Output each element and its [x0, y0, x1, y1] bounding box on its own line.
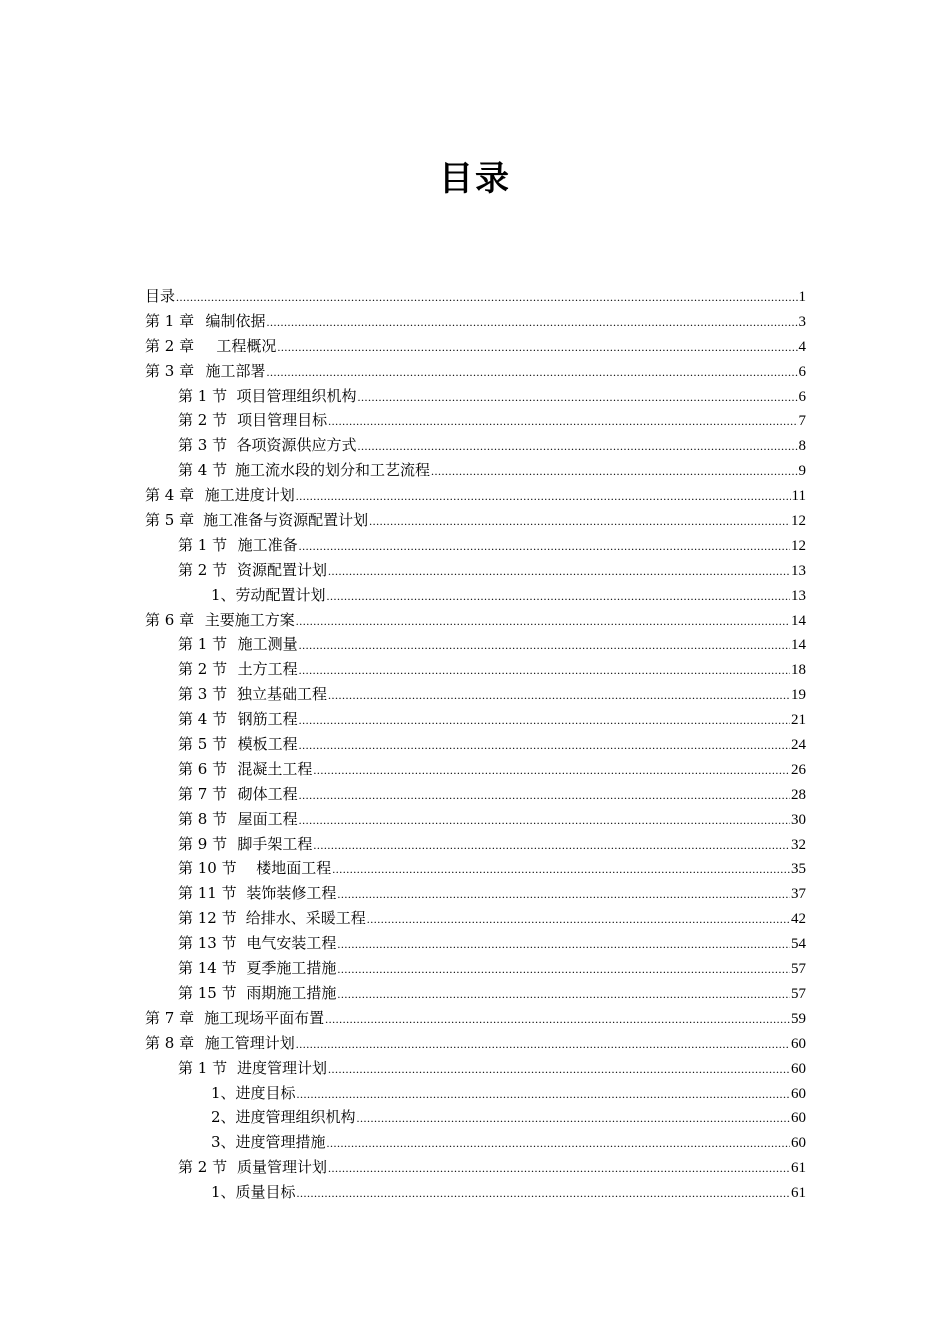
toc-entry-number: 第 15 节	[178, 983, 237, 1002]
toc-entry[interactable]	[145, 1180, 806, 1205]
toc-entry-page-number: 61	[791, 1160, 806, 1177]
toc-entry-page-number: 28	[791, 786, 806, 803]
toc-entry-number: 第 3 节	[178, 685, 228, 704]
toc-entry[interactable]	[145, 657, 806, 682]
toc-dot-leader	[358, 434, 798, 459]
toc-dot-leader	[337, 882, 790, 907]
toc-dot-leader	[337, 957, 790, 982]
toc-entry-page-number: 61	[791, 1185, 806, 1202]
toc-entry-page-number: 12	[791, 537, 806, 554]
toc-entry-number: 第 4 节	[178, 710, 228, 729]
toc-entry[interactable]	[145, 1081, 806, 1106]
toc-dot-leader	[328, 409, 797, 434]
toc-dot-leader	[313, 833, 790, 858]
toc-entry-label: 独立基础工程	[237, 685, 328, 704]
toc-entry-page-number: 35	[791, 861, 806, 878]
toc-entry-label: 模板工程	[237, 735, 298, 754]
toc-entry-label: 1、劳动配置计划	[211, 585, 326, 604]
toc-entry[interactable]	[145, 881, 806, 906]
toc-entry[interactable]	[145, 558, 806, 583]
toc-entry-label: 施工流水段的划分和工艺流程	[234, 461, 430, 480]
toc-entry-number: 第 1 节	[178, 386, 228, 405]
toc-entry-page-number: 24	[791, 737, 806, 754]
toc-entry-page-number: 13	[791, 587, 806, 604]
toc-entry-page-number: 21	[791, 712, 806, 729]
toc-entry[interactable]	[145, 533, 806, 558]
toc-entry-page-number: 11	[791, 488, 806, 505]
toc-entry-label: 项目管理目标	[237, 411, 328, 430]
toc-entry-label: 编制依据	[205, 311, 266, 330]
toc-entry-page-number: 57	[791, 985, 806, 1002]
toc-entry-page-number: 26	[791, 761, 806, 778]
toc-entry-number: 第 11 节	[178, 884, 237, 903]
toc-entry-number: 第 1 节	[178, 635, 228, 654]
toc-entry[interactable]	[145, 757, 806, 782]
toc-entry[interactable]	[145, 1006, 806, 1031]
toc-entry-label: 施工现场平面布置	[204, 1008, 325, 1027]
toc-dot-leader	[299, 633, 790, 658]
toc-entry-label: 混凝土工程	[237, 759, 313, 778]
toc-dot-leader	[332, 857, 790, 882]
toc-dot-leader	[296, 484, 791, 509]
toc-entry-page-number: 60	[791, 1035, 806, 1052]
toc-entry[interactable]	[145, 1130, 806, 1155]
toc-entry-number: 第 4 章	[145, 486, 195, 505]
toc-entry-number: 第 4 节	[178, 461, 228, 480]
toc-entry-number: 第 2 节	[178, 1158, 228, 1177]
toc-entry-number: 第 12 节	[178, 909, 237, 928]
toc-entry-page-number: 4	[798, 338, 806, 355]
toc-entry-number: 第 2 节	[178, 560, 228, 579]
toc-entry[interactable]	[145, 458, 806, 483]
toc-dot-leader	[299, 708, 790, 733]
toc-entry-page-number: 60	[791, 1110, 806, 1127]
toc-dot-leader	[266, 360, 797, 385]
toc-entry-page-number: 1	[798, 289, 806, 305]
toc-entry[interactable]	[145, 1056, 806, 1081]
toc-entry-number: 第 3 章	[145, 361, 195, 380]
toc-entry-label: 质量管理计划	[237, 1158, 328, 1177]
toc-entry-number: 第 3 节	[178, 436, 228, 455]
toc-entry-page-number: 6	[798, 388, 806, 405]
toc-entry[interactable]	[145, 632, 806, 657]
toc-entry-label: 进度管理计划	[237, 1058, 328, 1077]
page-title: 目录	[439, 159, 511, 199]
toc-entry-number: 第 8 章	[145, 1033, 195, 1052]
toc-entry-number: 第 1 节	[178, 535, 228, 554]
toc-dot-leader	[337, 932, 790, 957]
toc-entry-label: 砌体工程	[237, 784, 298, 803]
toc-dot-leader	[176, 285, 797, 310]
toc-entry-label: 施工部署	[205, 361, 266, 380]
toc-entry-label: 夏季施工措施	[246, 959, 337, 978]
toc-dot-leader	[297, 1181, 790, 1206]
toc-dot-leader	[297, 1082, 790, 1107]
toc-entry-page-number: 30	[791, 811, 806, 828]
toc-entry-page-number: 59	[791, 1010, 806, 1027]
toc-entry-page-number: 14	[791, 612, 806, 629]
toc-entry-number: 第 6 节	[178, 759, 228, 778]
toc-entry-number: 第 13 节	[178, 934, 237, 953]
toc-dot-leader	[325, 1007, 790, 1032]
toc-entry[interactable]	[145, 1155, 806, 1180]
toc-entry[interactable]	[145, 309, 806, 334]
toc-entry-page-number: 60	[791, 1060, 806, 1077]
toc-entry[interactable]	[145, 359, 806, 384]
toc-entry-page-number: 60	[791, 1085, 806, 1102]
toc-entry-page-number: 3	[798, 313, 806, 330]
toc-entry[interactable]	[145, 408, 806, 433]
toc-entry-label: 雨期施工措施	[246, 983, 337, 1002]
toc-entry[interactable]	[145, 832, 806, 857]
toc-dot-leader	[266, 310, 797, 335]
toc-dot-leader	[328, 683, 790, 708]
toc-entry-label: 1、进度目标	[211, 1083, 296, 1102]
toc-entry-label: 1、质量目标	[211, 1183, 296, 1202]
toc-entry-page-number: 37	[791, 886, 806, 903]
toc-dot-leader	[299, 658, 790, 683]
toc-dot-leader	[367, 907, 790, 932]
toc-entry-label: 电气安装工程	[246, 934, 337, 953]
toc-dot-leader	[328, 559, 790, 584]
toc-entry[interactable]	[145, 608, 806, 633]
toc-entry-number: 第 2 章	[145, 336, 195, 355]
toc-entry-label: 给排水、采暖工程	[245, 909, 366, 928]
toc-entry-label: 钢筋工程	[237, 710, 298, 729]
toc-entry-label: 施工进度计划	[204, 486, 295, 505]
toc-entry-label: 施工准备	[237, 535, 298, 554]
toc-entry-number: 第 9 节	[178, 834, 228, 853]
toc-entry-label: 工程概况	[216, 336, 277, 355]
toc-entry-number: 第 2 节	[178, 660, 228, 679]
toc-entry-page-number: 14	[791, 637, 806, 654]
toc-entry[interactable]	[145, 483, 806, 508]
toc-entry-page-number: 6	[798, 363, 806, 380]
table-of-contents	[145, 284, 806, 1205]
toc-entry[interactable]	[145, 906, 806, 931]
toc-entry[interactable]	[145, 334, 806, 359]
toc-entry-label: 楼地面工程	[256, 859, 332, 878]
toc-dot-leader	[299, 733, 790, 758]
toc-entry-number: 第 5 章	[145, 511, 195, 530]
toc-entry-page-number: 7	[798, 413, 806, 430]
toc-entry-label: 项目管理组织机构	[236, 386, 357, 405]
toc-entry[interactable]	[145, 956, 806, 981]
toc-entry-page-number: 9	[798, 463, 806, 480]
toc-entry-page-number: 8	[798, 438, 806, 455]
toc-entry[interactable]	[145, 856, 806, 881]
toc-entry-page-number: 19	[791, 687, 806, 704]
toc-dot-leader	[328, 1156, 790, 1181]
toc-entry[interactable]	[145, 682, 806, 707]
toc-entry-page-number: 32	[791, 836, 806, 853]
toc-entry[interactable]	[145, 384, 806, 409]
toc-entry-label: 施工测量	[237, 635, 298, 654]
toc-entry-label: 装饰装修工程	[246, 884, 337, 903]
toc-entry-label: 土方工程	[237, 660, 298, 679]
toc-entry-label: 施工准备与资源配置计划	[203, 511, 369, 530]
toc-entry[interactable]	[145, 508, 806, 533]
toc-entry[interactable]	[145, 284, 806, 309]
toc-entry-page-number: 12	[791, 513, 806, 530]
toc-dot-leader	[431, 459, 798, 484]
toc-entry-label: 2、进度管理组织机构	[211, 1108, 356, 1127]
toc-entry-page-number: 57	[791, 961, 806, 978]
toc-entry-label: 主要施工方案	[204, 610, 295, 629]
toc-entry-page-number: 54	[791, 936, 806, 953]
toc-entry-number: 第 6 章	[145, 610, 195, 629]
toc-dot-leader	[296, 609, 790, 634]
toc-entry-number: 第 7 节	[178, 784, 228, 803]
toc-entry[interactable]	[145, 807, 806, 832]
toc-entry[interactable]	[145, 782, 806, 807]
toc-entry[interactable]	[145, 1105, 806, 1130]
toc-dot-leader	[327, 1131, 790, 1156]
toc-entry-page-number: 13	[791, 562, 806, 579]
toc-entry-label: 脚手架工程	[237, 834, 313, 853]
toc-entry[interactable]	[145, 707, 806, 732]
toc-entry-page-number: 18	[791, 662, 806, 679]
toc-dot-leader	[327, 584, 790, 609]
toc-entry-number: 第 8 节	[178, 809, 228, 828]
toc-entry-page-number: 42	[791, 911, 806, 928]
toc-entry[interactable]	[145, 931, 806, 956]
toc-entry-number: 第 14 节	[178, 959, 237, 978]
toc-dot-leader	[337, 982, 790, 1007]
toc-dot-leader	[299, 783, 790, 808]
toc-entry-label: 目录	[145, 287, 176, 305]
toc-entry-label: 屋面工程	[237, 809, 298, 828]
toc-dot-leader	[358, 385, 798, 410]
toc-entry[interactable]	[145, 583, 806, 608]
toc-entry[interactable]	[145, 981, 806, 1006]
toc-entry-number: 第 1 节	[178, 1058, 228, 1077]
toc-dot-leader	[369, 509, 790, 534]
toc-entry-number: 第 5 节	[178, 735, 228, 754]
toc-dot-leader	[296, 1032, 790, 1057]
toc-entry-label: 资源配置计划	[237, 560, 328, 579]
toc-dot-leader	[277, 335, 797, 360]
toc-entry-label: 3、进度管理措施	[211, 1133, 326, 1152]
toc-entry-number: 第 1 章	[145, 311, 195, 330]
toc-entry-page-number: 60	[791, 1135, 806, 1152]
toc-entry-label: 各项资源供应方式	[236, 436, 357, 455]
toc-entry-number: 第 10 节	[178, 859, 237, 878]
toc-entry-label: 施工管理计划	[204, 1033, 295, 1052]
toc-dot-leader	[328, 1057, 790, 1082]
toc-entry-number: 第 7 章	[145, 1008, 195, 1027]
toc-dot-leader	[357, 1106, 790, 1131]
toc-entry[interactable]	[145, 1031, 806, 1056]
toc-entry[interactable]	[145, 433, 806, 458]
toc-dot-leader	[299, 808, 790, 833]
toc-dot-leader	[313, 758, 790, 783]
toc-dot-leader	[299, 534, 790, 559]
toc-entry-number: 第 2 节	[178, 411, 228, 430]
toc-entry[interactable]	[145, 732, 806, 757]
